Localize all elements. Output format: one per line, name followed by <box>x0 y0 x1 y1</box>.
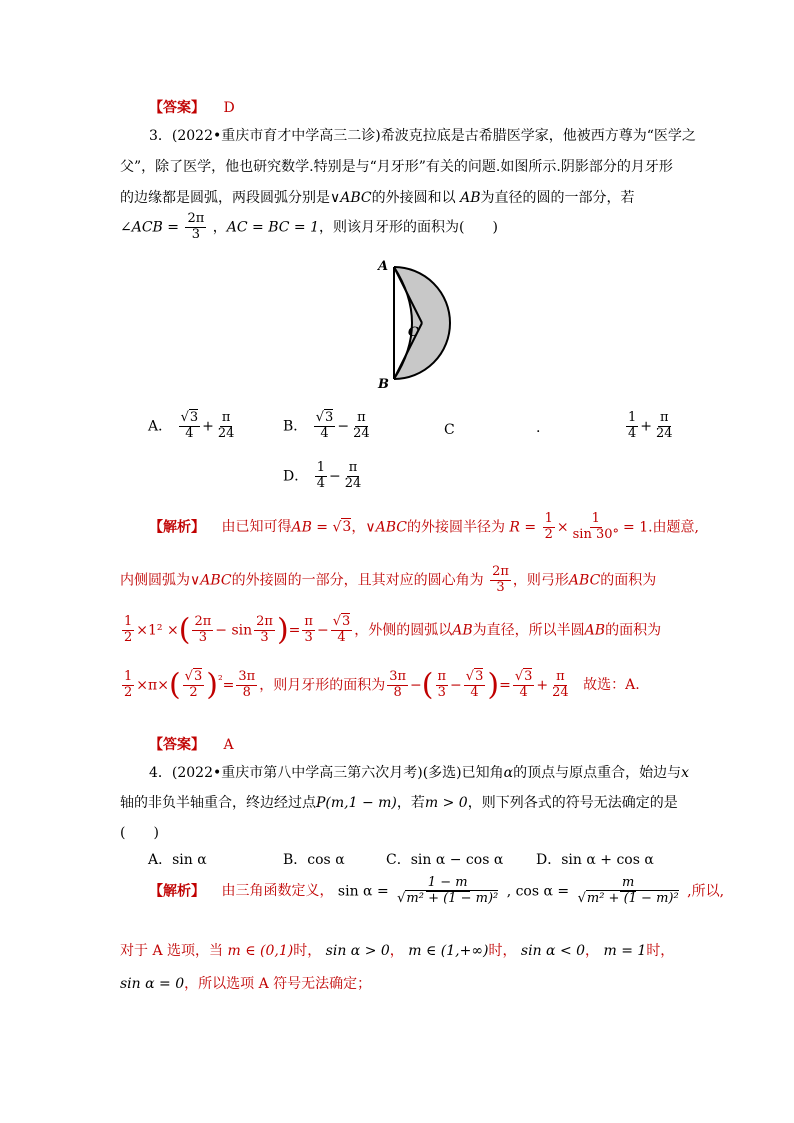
q3-option-c-value: $\frac{1}{4}$ + $\frac{\pi}{24}$ <box>628 410 673 441</box>
answer-value: D <box>223 100 235 116</box>
crescent-figure <box>372 258 452 390</box>
answer-label: 【答案】 <box>149 100 205 116</box>
answer-3 <box>149 734 234 754</box>
answer-prev <box>149 97 235 117</box>
answer-label: 【答案】 <box>149 737 205 753</box>
q4-option-d: D．sin α + cos α <box>536 852 654 868</box>
q3-option-c-label: C <box>444 422 455 438</box>
q4-stem-line2: 轴的非负半轴重合，终边经过点P(m,1 − m)，若m > 0，则下列各式的符号无法确定的是 <box>120 795 678 811</box>
label-a: A <box>378 259 389 274</box>
q4-stem-line3: ( ) <box>120 825 159 841</box>
q3-stem-line1: 3．(2022•重庆市育才中学高三二诊)希波克拉底是古希腊医学家，他被西方尊为“医学之 <box>149 128 696 144</box>
q3-option-a: A． $\frac{√3}{4}$ + $\frac{\pi}{24}$ <box>148 410 235 441</box>
sol3-line2: 内侧圆弧为∨ABC的外接圆的一部分，且其对应的圆心角为 $\frac{2\pi}{3}$ ，则弓形ABC的面积为 <box>120 564 657 595</box>
label-b: B <box>378 377 389 390</box>
label-c: C <box>408 325 419 340</box>
answer-value: A <box>223 737 234 753</box>
q3-stem-line4: ∠ACB = $\frac{2\pi}{3}$ ，AC = BC = 1，则该月牙形的面积为( ) <box>120 211 498 242</box>
sol3-line3: $\frac{1}{2}$ ×1² ×( $\frac{2\pi}{3}$ − sin $\frac{2\pi}{3}$ )= $\frac{\pi}{3}$ − $\frac{√3}{4}$ ，外侧的圆弧以AB为直径，所以半圆AB的面积为 <box>124 612 662 648</box>
q4-stem-line1: 4．(2022•重庆市第八中学高三第六次月考)(多选)已知角α的顶点与原点重合，始边与x <box>149 765 690 781</box>
q3-option-d: D． $\frac{1}{4}$ − $\frac{\pi}{24}$ <box>283 460 362 491</box>
sol4-line2: 对于 A 选项，当 m ∈ (0,1)时， sin α > 0， m ∈ (1,+∞)时， sin α < 0， m = 1时， <box>120 943 675 959</box>
q3-stem-line2: 父”，除了医学，他也研究数学.特别是与“月牙形”有关的问题.如图所示.阴影部分的月牙形 <box>120 159 673 175</box>
q4-option-a: A．sin α <box>148 852 207 868</box>
sol3-line1: 【解析】 由已知可得AB = √3，∨ABC的外接圆半径为 R = $\frac{1}{2}$ × $\frac{1}{\sin 30^\circ}$ = 1.由题意, <box>149 511 700 542</box>
sol3-line4: $\frac{1}{2}$ ×π×( $\frac{√3}{2}$ )$^{^2}$= $\frac{3\pi}{8}$ ，则月牙形的面积为 $\frac{3\pi}{8}$ −( $\frac{\pi}{3}$ − $\frac{√3}{4}$ )= $\frac{√3}{4}$ + $\frac{\pi}{24}$ 故选：A. <box>124 667 640 703</box>
q4-option-b: B．cos α <box>283 852 345 868</box>
q3-option-c-dot: . <box>536 420 541 436</box>
sol4-line3: sin α = 0，所以选项 A 符号无法确定； <box>120 976 372 992</box>
q3-option-b: B． $\frac{√3}{4}$ − $\frac{\pi}{24}$ <box>283 410 370 441</box>
q4-option-c: C．sin α − cos α <box>386 852 504 868</box>
q3-stem-line3: 的边缘都是圆弧，两段圆弧分别是∨ABC的外接圆和以 AB为直径的圆的一部分，若 <box>120 190 635 206</box>
sol4-line1: 【解析】 由三角函数定义， sin α = $\frac{1 - m}{\text{√m² + (1 − m)²}}$ , cos α = $\frac{m}{\text{√m² + (1 − m)²}}$ ,所以, <box>149 875 725 906</box>
